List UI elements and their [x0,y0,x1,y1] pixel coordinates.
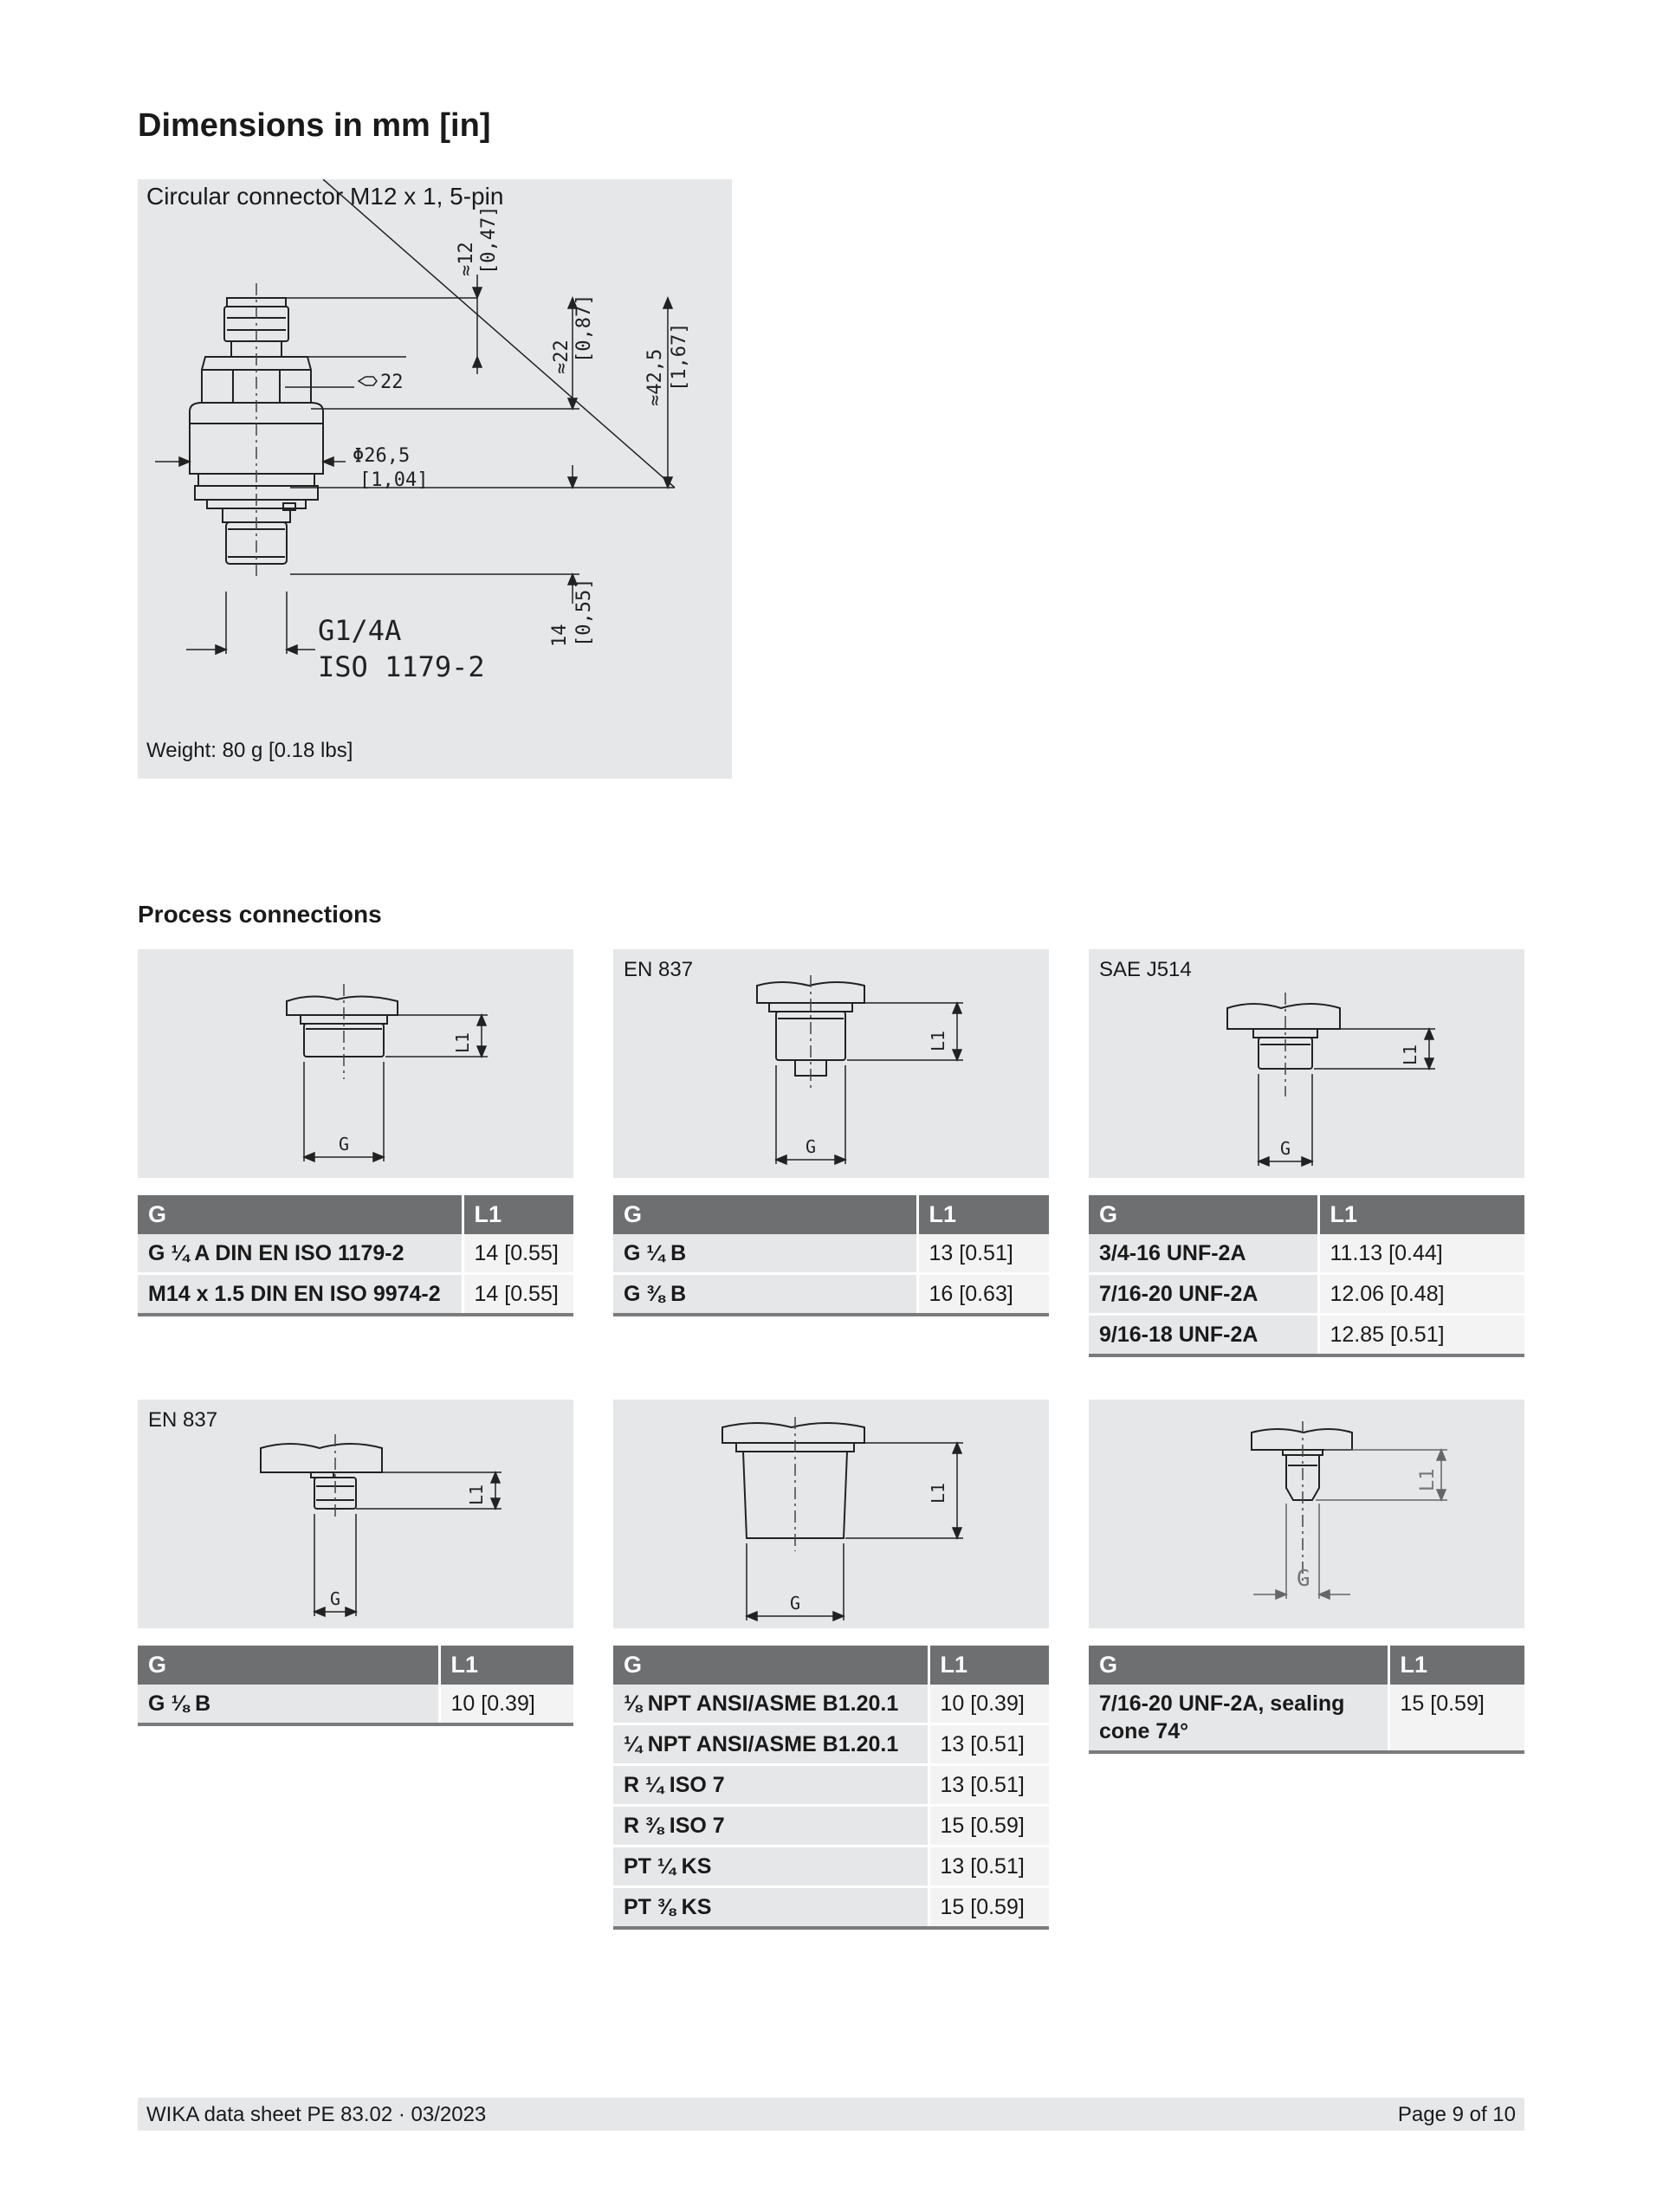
connection-figure-6 [1089,1400,1524,1628]
table-row [1089,1274,1524,1315]
cell-connection-type: G ¼ A DIN EN ISO 1179-2 [138,1234,463,1274]
dim-12-in: [0,47] [478,205,500,275]
dim-l1: L1 [452,1032,473,1053]
cell-connection-type: 3/4-16 UNF-2A [1089,1234,1318,1274]
dim-diameter: Φ26,5 [353,445,411,467]
dim-14-in: [0,55] [573,578,595,647]
connection-drawing [1089,949,1524,1178]
connection-drawing [138,949,573,1178]
hex-icon [359,377,377,385]
cell-length-l1: 14 [0.55] [463,1274,573,1316]
cell-connection-type: ¼ NPT ANSI/ASME B1.20.1 [613,1724,929,1765]
col-header-l1: L1 [1388,1646,1524,1685]
cell-length-l1: 13 [0.51] [917,1234,1049,1274]
dim-22: ≈22 [551,340,573,374]
thread-label: G1/4A [318,614,402,647]
col-header-g: G [1089,1195,1318,1234]
page-footer [138,2098,1524,2131]
connection-table-2 [613,1195,1049,1316]
cell-connection-type: ⅛ NPT ANSI/ASME B1.20.1 [613,1685,929,1724]
col-header-l1: L1 [439,1646,573,1685]
table-row [613,1847,1049,1887]
col-header-l1: L1 [1318,1195,1524,1234]
dim-l1: L1 [928,1482,948,1504]
table-row [613,1765,1049,1806]
dim-l1: L1 [1400,1044,1420,1065]
page-title: Dimensions in mm [in] [138,107,491,144]
connection-table-3 [1089,1195,1524,1357]
table-row [613,1685,1049,1724]
figure-caption: EN 837 [148,1408,218,1432]
col-header-l1: L1 [929,1646,1049,1685]
footer-page-number: Page 9 of 10 [1397,2103,1516,2126]
dim-g: G [1297,1566,1310,1592]
connection-drawing [613,949,1049,1178]
cell-connection-type: R ⅜ ISO 7 [613,1806,929,1847]
connection-table-4 [138,1646,573,1726]
connection-drawing [138,1400,573,1628]
cell-length-l1: 14 [0.55] [463,1234,573,1274]
footer-datasheet-ref: WIKA data sheet PE 83.02 · 03/2023 [146,2103,487,2126]
cell-length-l1: 15 [0.59] [929,1806,1049,1847]
connection-drawing [1089,1400,1524,1628]
table-row [1089,1234,1524,1274]
cell-length-l1: 12.06 [0.48] [1318,1274,1524,1315]
connection-drawing [613,1400,1049,1628]
cell-connection-type: R ¼ ISO 7 [613,1765,929,1806]
connection-figure-1 [138,949,573,1178]
dim-g: G [790,1593,801,1614]
cell-length-l1: 10 [0.39] [439,1685,573,1724]
dim-hex: 22 [380,372,404,393]
cell-length-l1: 11.13 [0.44] [1318,1234,1524,1274]
cell-length-l1: 13 [0.51] [929,1847,1049,1887]
table-row [613,1887,1049,1929]
cell-connection-type: 9/16-18 UNF-2A [1089,1315,1318,1356]
table-row [1089,1315,1524,1356]
table-row [138,1685,573,1724]
cell-connection-type: 7/16-20 UNF-2A, sealing cone 74° [1089,1685,1388,1752]
table-row [138,1234,573,1274]
dim-14: 14 [549,624,571,647]
cell-length-l1: 15 [0.59] [929,1887,1049,1929]
dim-42-5: ≈42,5 [644,348,666,406]
col-header-g: G [138,1646,439,1685]
connection-figure-3 [1089,949,1524,1178]
weight-text: Weight: 80 g [0.18 lbs] [146,739,353,762]
cell-connection-type: 7/16-20 UNF-2A [1089,1274,1318,1315]
cell-connection-type: G ⅛ B [138,1685,439,1724]
figure-caption: EN 837 [624,958,694,981]
cell-connection-type: G ⅜ B [613,1274,917,1316]
dim-g: G [806,1136,817,1157]
cell-length-l1: 13 [0.51] [929,1765,1049,1806]
dim-diameter-in: [1,04] [359,469,429,491]
cell-connection-type: G ¼ B [613,1234,917,1274]
dim-g: G [330,1588,341,1609]
dim-g: G [1280,1138,1291,1159]
cell-connection-type: PT ¼ KS [613,1847,929,1887]
cell-length-l1: 10 [0.39] [929,1685,1049,1724]
table-row [613,1274,1049,1316]
table-row [613,1724,1049,1765]
col-header-l1: L1 [917,1195,1049,1234]
dim-l1: L1 [466,1484,487,1505]
col-header-l1: L1 [463,1195,573,1234]
connection-figure-2 [613,949,1049,1178]
cell-connection-type: PT ⅜ KS [613,1887,929,1929]
dim-12: ≈12 [456,242,477,276]
main-dimension-figure [138,179,732,779]
connection-table-1 [138,1195,573,1316]
col-header-g: G [613,1646,929,1685]
dim-g: G [339,1134,350,1155]
cell-connection-type: M14 x 1.5 DIN EN ISO 9974-2 [138,1274,463,1316]
cell-length-l1: 16 [0.63] [917,1274,1049,1316]
thread-standard-label: ISO 1179-2 [318,650,485,683]
figure-caption: SAE J514 [1099,958,1192,981]
dim-22-in: [0,87] [573,294,595,363]
figure-caption: Circular connector M12 x 1, 5-pin [146,183,504,210]
table-row [138,1274,573,1316]
col-header-g: G [138,1195,463,1234]
table-row [613,1806,1049,1847]
cell-length-l1: 13 [0.51] [929,1724,1049,1765]
dim-l1: L1 [1417,1468,1439,1491]
table-row [1089,1685,1524,1752]
connection-figure-4 [138,1400,573,1628]
dim-l1: L1 [928,1030,948,1051]
connection-table-5 [613,1646,1049,1930]
transmitter-drawing [138,179,732,779]
col-header-g: G [1089,1646,1388,1685]
col-header-g: G [613,1195,917,1234]
dim-42-5-in: [1,67] [669,322,690,391]
connection-table-6 [1089,1646,1524,1754]
cell-length-l1: 12.85 [0.51] [1318,1315,1524,1356]
table-row [613,1234,1049,1274]
section-title: Process connections [138,901,382,928]
connection-figure-5 [613,1400,1049,1628]
cell-length-l1: 15 [0.59] [1388,1685,1524,1752]
